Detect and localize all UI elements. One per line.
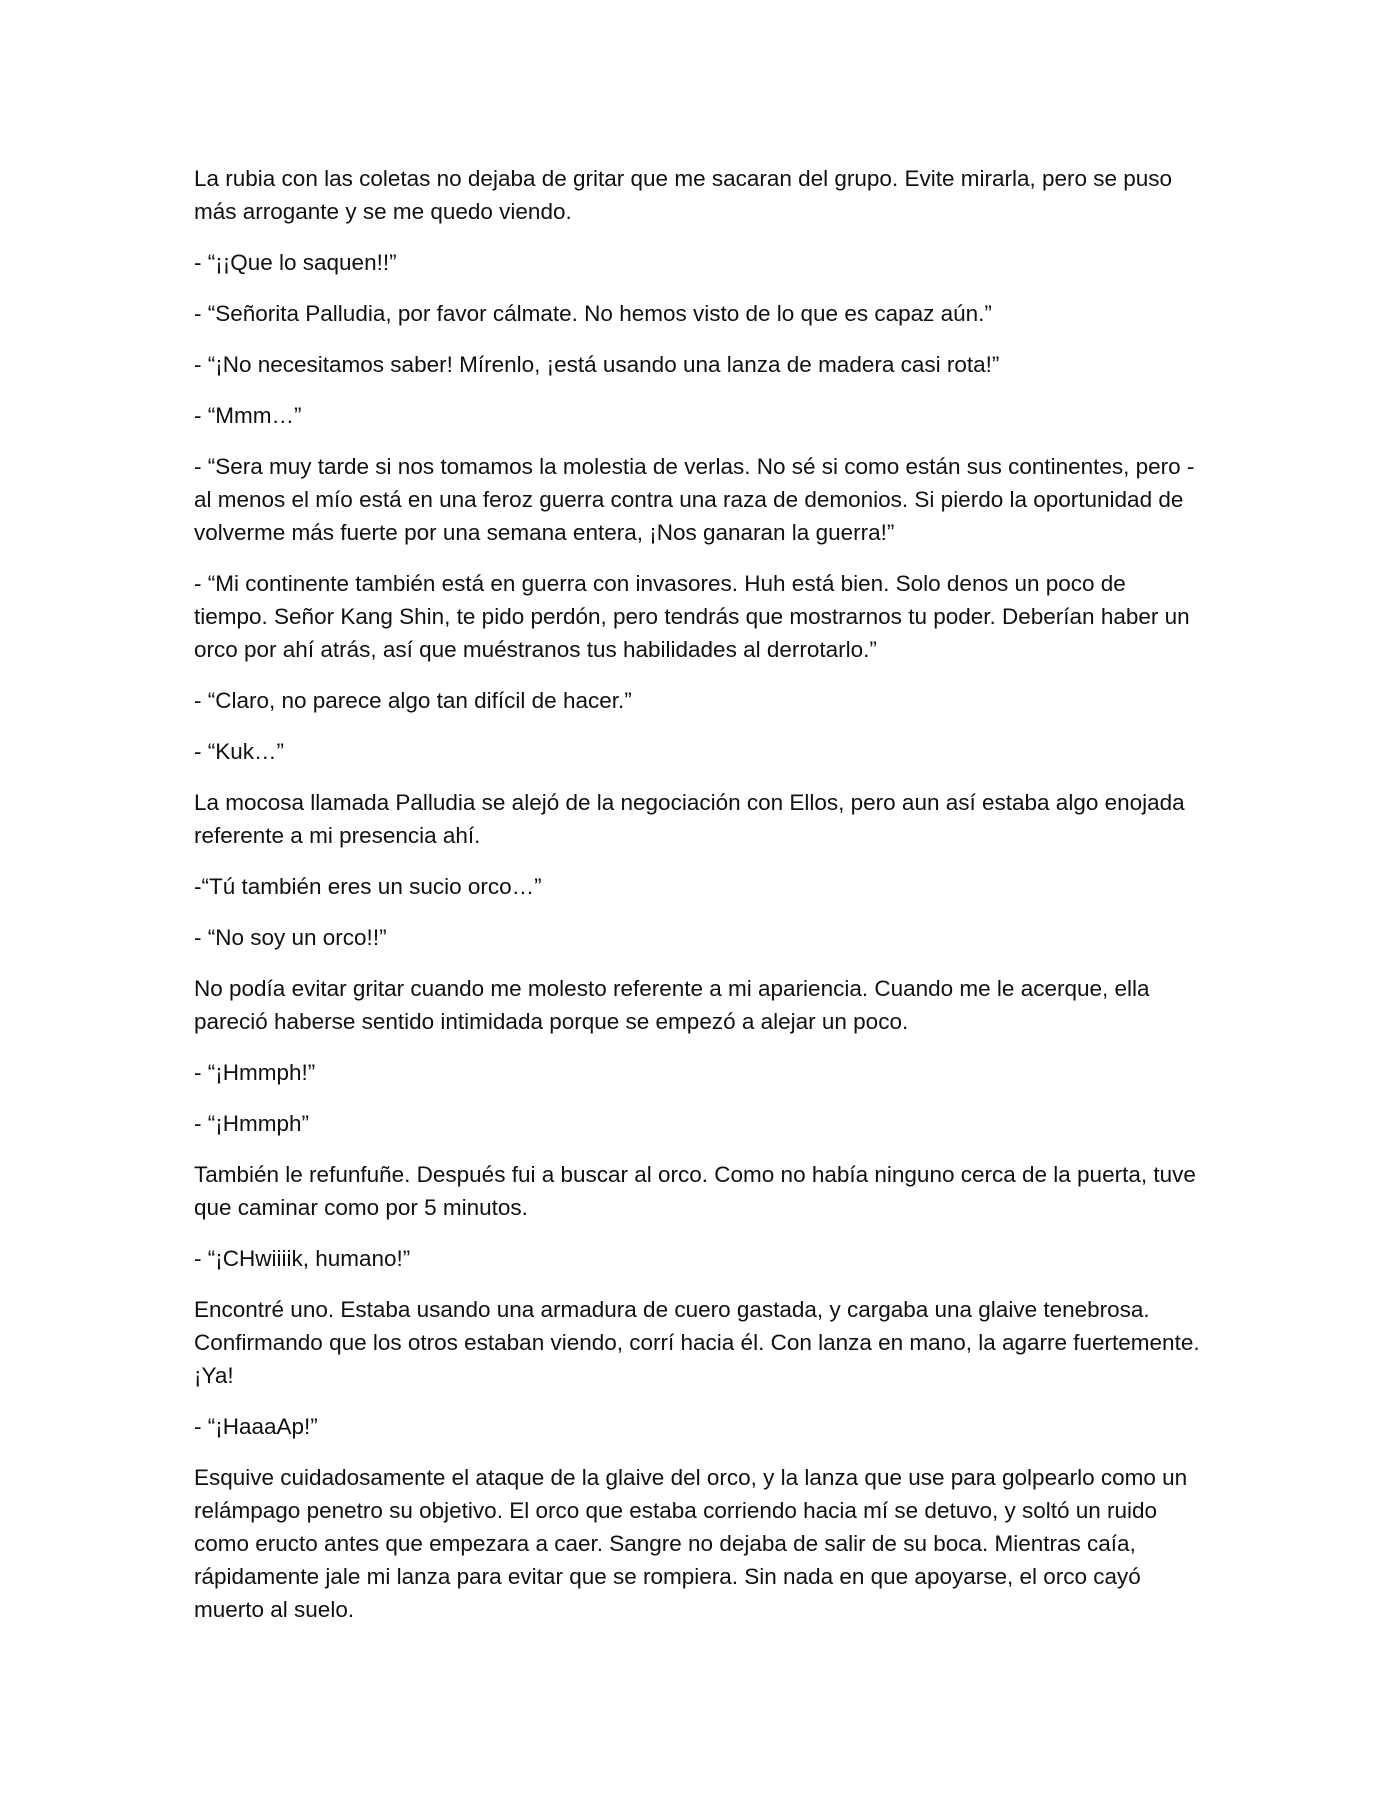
dialogue-line: - “Sera muy tarde si nos tomamos la molestia de verlas. No sé si como están sus continentes, pero -al menos el mío está en una feroz guerra contra una raza de demonios. Si pierdo la oportunidad de volverme más fuerte por una semana entera, ¡Nos ganaran la guerra!” bbox=[194, 454, 1195, 545]
dialogue-line: -“Tú también eres un sucio orco…” bbox=[194, 874, 542, 899]
dialogue-line: - “¡¡Que lo saquen!!” bbox=[194, 250, 397, 275]
paragraph: La mocosa llamada Palludia se alejó de la negociación con Ellos, pero aun así estaba algo enojada referente a mi presencia ahí. bbox=[194, 790, 1185, 848]
dialogue-line: - “Kuk…” bbox=[194, 739, 284, 764]
dialogue-line: - “Claro, no parece algo tan difícil de hacer.” bbox=[194, 688, 632, 713]
paragraph: Esquive cuidadosamente el ataque de la glaive del orco, y la lanza que use para golpearlo como un relámpago penetro su objetivo. El orco que estaba corriendo hacia mí se detuvo, y soltó un ruido como eructo antes que empezara a caer. Sangre no dejaba de salir de su boca. Mientras caía, rápidamente jale mi lanza para evitar que se rompiera. Sin nada en que apoyarse, el orco cayó muerto al suelo. bbox=[194, 1465, 1188, 1622]
dialogue-line: - “Señorita Palludia, por favor cálmate. No hemos visto de lo que es capaz aún.” bbox=[194, 301, 992, 326]
document-body bbox=[194, 162, 1204, 1644]
dialogue-line: - “¡CHwiiiik, humano!” bbox=[194, 1246, 411, 1271]
paragraph: También le refunfuñe. Después fui a buscar al orco. Como no había ninguno cerca de la puerta, tuve que caminar como por 5 minutos. bbox=[194, 1162, 1196, 1220]
dialogue-line: - “No soy un orco!!” bbox=[194, 925, 387, 950]
paragraph: Encontré uno. Estaba usando una armadura de cuero gastada, y cargaba una glaive tenebrosa. Confirmando que los otros estaban viendo, corrí hacia él. Con lanza en mano, la agarre fuertemente. ¡Ya! bbox=[194, 1297, 1200, 1388]
dialogue-line: - “¡Hmmph” bbox=[194, 1111, 309, 1136]
dialogue-line: - “¡HaaaAp!” bbox=[194, 1414, 318, 1439]
dialogue-line: - “Mi continente también está en guerra con invasores. Huh está bien. Solo denos un poco de tiempo. Señor Kang Shin, te pido perdón, pero tendrás que mostrarnos tu poder. Deberían haber un orco por ahí atrás, así que muéstranos tus habilidades al derrotarlo.” bbox=[194, 571, 1190, 662]
dialogue-line: - “¡No necesitamos saber! Mírenlo, ¡está usando una lanza de madera casi rota!” bbox=[194, 352, 1000, 377]
paragraph: No podía evitar gritar cuando me molesto referente a mi apariencia. Cuando me le acerque, ella pareció haberse sentido intimidada porque se empezó a alejar un poco. bbox=[194, 976, 1150, 1034]
dialogue-line: - “Mmm…” bbox=[194, 403, 302, 428]
dialogue-line: - “¡Hmmph!” bbox=[194, 1060, 316, 1085]
paragraph: La rubia con las coletas no dejaba de gritar que me sacaran del grupo. Evite mirarla, pero se puso más arrogante y se me quedo viendo. bbox=[194, 166, 1173, 224]
